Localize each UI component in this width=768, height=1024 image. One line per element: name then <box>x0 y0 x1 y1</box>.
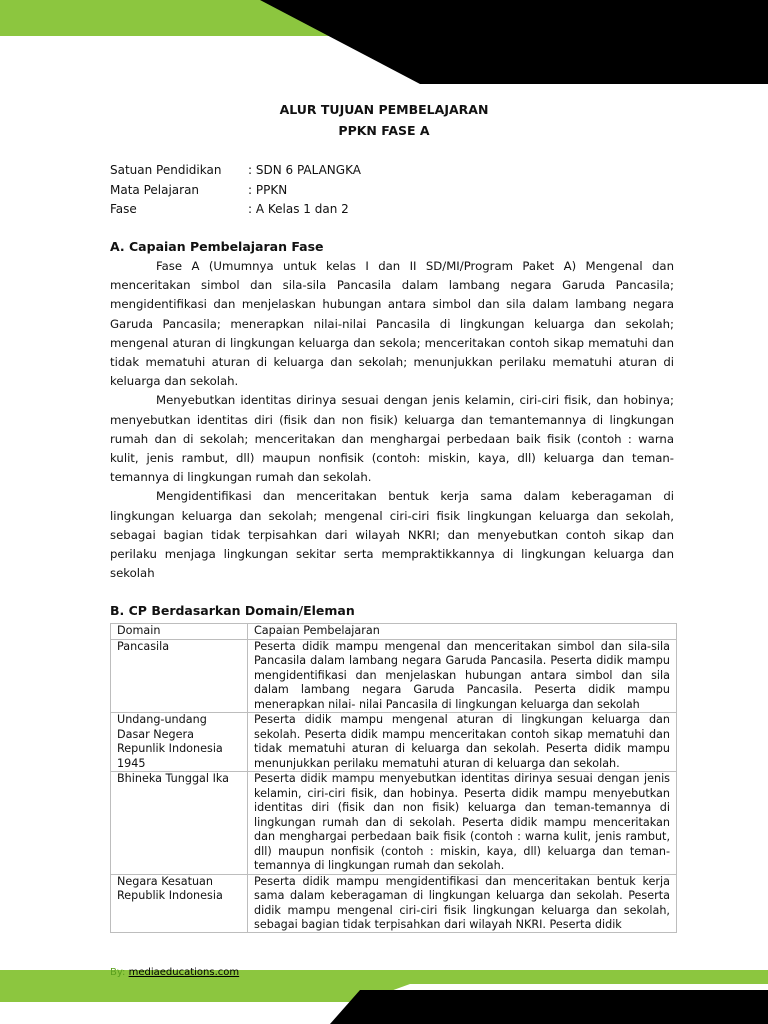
table-row <box>111 713 677 772</box>
cp-cell: Peserta didik mampu menyebutkan identitas dirinya sesuai dengan jenis kelamin, ciri-ciri fisik, dan hobinya. Peserta didik mampu menyebutkan identitas diri (fisik dan non fisik) keluarga dan teman-temannya di lingkungan rumah dan di sekolah. Peserta didik mampu menceritakan dan menghargai perbedaan baik fisik (contoh : warna kulit, jenis rambut, dll) maupun nonfisik (contoh : miskin, kaya, dll) keluarga dan teman-temannya di lingkungan rumah dan sekolah. <box>248 772 677 875</box>
domain-cell: Undang-undang Dasar Negera Repunlik Indonesia 1945 <box>111 713 248 772</box>
header-banner <box>0 0 768 86</box>
identity-value: : A Kelas 1 dan 2 <box>248 202 349 216</box>
cp-text: Peserta didik mampu mengidentifikasi dan menceritakan bentuk kerja sama dalam keberagaman di lingkungan keluarga dan sekolah. Peserta didik mampu mengenal ciri-ciri fisik lingkungan keluarga dan sekolah, sebagai bagian tidak terpisahkan dari wilayah NKRI. Peserta didik <box>254 874 670 931</box>
identity-row <box>110 183 361 203</box>
footer-link[interactable]: mediaeducations.com <box>128 967 240 978</box>
identity-row <box>110 202 361 222</box>
table-row <box>111 639 677 713</box>
paragraph: Fase A (Umumnya untuk kelas I dan II SD/MI/Program Paket A) Mengenal dan menceritakan simbol dan sila-sila Pancasila dalam lambang negara Garuda Pancasila; mengidentifikasi dan menjelaskan hubungan antara simbol dan sila dalam lambang negara Garuda Pancasila; menerapkan nilai-nilai Pancasila di lingkungan keluarga dan sekolah; mengenal aturan di lingkungan keluarga dan sekola; menceritakan contoh sikap mematuhi dan tidak mematuhi aturan di keluarga dan sekolah; menunjukkan perilaku mematuhi aturan di keluarga dan sekolah. <box>110 259 674 389</box>
table-row <box>111 772 677 875</box>
domain-cell <box>111 874 248 932</box>
cp-cell: Peserta didik mampu mengenal aturan di lingkungan keluarga dan sekolah. Peserta didik mampu menceritakan contoh sikap mematuhi dan tidak mematuhi aturan di keluarga dan sekolah. Peserta didik mampu menunjukkan perilaku mematuhi aturan di keluarga dan sekolah. <box>248 713 677 772</box>
footer-credit <box>110 967 239 978</box>
paragraph: Mengidentifikasi dan menceritakan bentuk kerja sama dalam keberagaman di lingkungan keluarga dan sekolah; mengenal ciri-ciri fisik lingkungan keluarga dan sekolah, sebagai bagian tidak terpisahkan dari wilayah NKRI; dan menyebutkan contoh sikap dan perilaku menjaga lingkungan sekitar serta mempraktikkannya di lingkungan keluarga dan sekolah <box>110 489 674 581</box>
cp-cell <box>248 874 677 932</box>
domain-cell: Bhineka Tunggal Ika <box>111 772 248 875</box>
identity-value: : PPKN <box>248 182 288 197</box>
section-b-heading: B. CP Berdasarkan Domain/Eleman <box>110 603 355 618</box>
cp-cell: Peserta didik mampu mengenal dan menceritakan simbol dan sila-sila Pancasila dalam lambang negara Garuda Pancasila. Peserta didik mampu mengidentifikasi dan menjelaskan hubungan antara simbol dan sila dalam lambang negara Garuda Pancasila. Peserta didik mampu menerapkan nilai- nilai Pancasila di lingkungan keluarga dan sekolah <box>248 639 677 713</box>
identity-block <box>110 163 361 222</box>
domain-cell: Pancasila <box>111 639 248 713</box>
section-a-body <box>110 257 674 583</box>
header-black-stripe <box>260 0 768 84</box>
document-title: ALUR TUJUAN PEMBELAJARAN <box>279 102 489 117</box>
identity-label: Fase <box>110 202 137 216</box>
header-domain: Domain <box>111 624 248 640</box>
table-header-row <box>111 624 677 640</box>
table-row <box>111 874 677 932</box>
section-a-heading: A. Capaian Pembelajaran Fase <box>110 239 324 254</box>
identity-label: Mata Pelajaran <box>110 182 200 197</box>
footer-by-label: By: <box>110 967 126 978</box>
document-subtitle: PPKN FASE A <box>338 123 430 138</box>
header-capaian: Capaian Pembelajaran <box>248 624 677 640</box>
footer-black-stripe <box>330 990 768 1024</box>
identity-label: Satuan Pendidikan <box>110 163 222 177</box>
domain-text: Negara Kesatuan Republik Indonesia <box>117 874 223 902</box>
identity-row <box>110 163 361 183</box>
paragraph: Menyebutkan identitas dirinya sesuai dengan jenis kelamin, ciri-ciri fisik, dan hobinya; menyebutkan identitas diri (fisik dan non fisik) keluarga dan temantemannya di lingkungan rumah dan di sekolah; menceritakan dan menghargai perbedaan baik fisik (contoh : warna kulit, jenis rambut, dll) maupun nonfisik (contoh: miskin, kaya, dll) keluarga dan teman-temannya di lingkungan rumah dan sekolah. <box>110 393 674 485</box>
identity-value: : SDN 6 PALANGKA <box>248 163 361 177</box>
cp-table <box>110 623 677 933</box>
